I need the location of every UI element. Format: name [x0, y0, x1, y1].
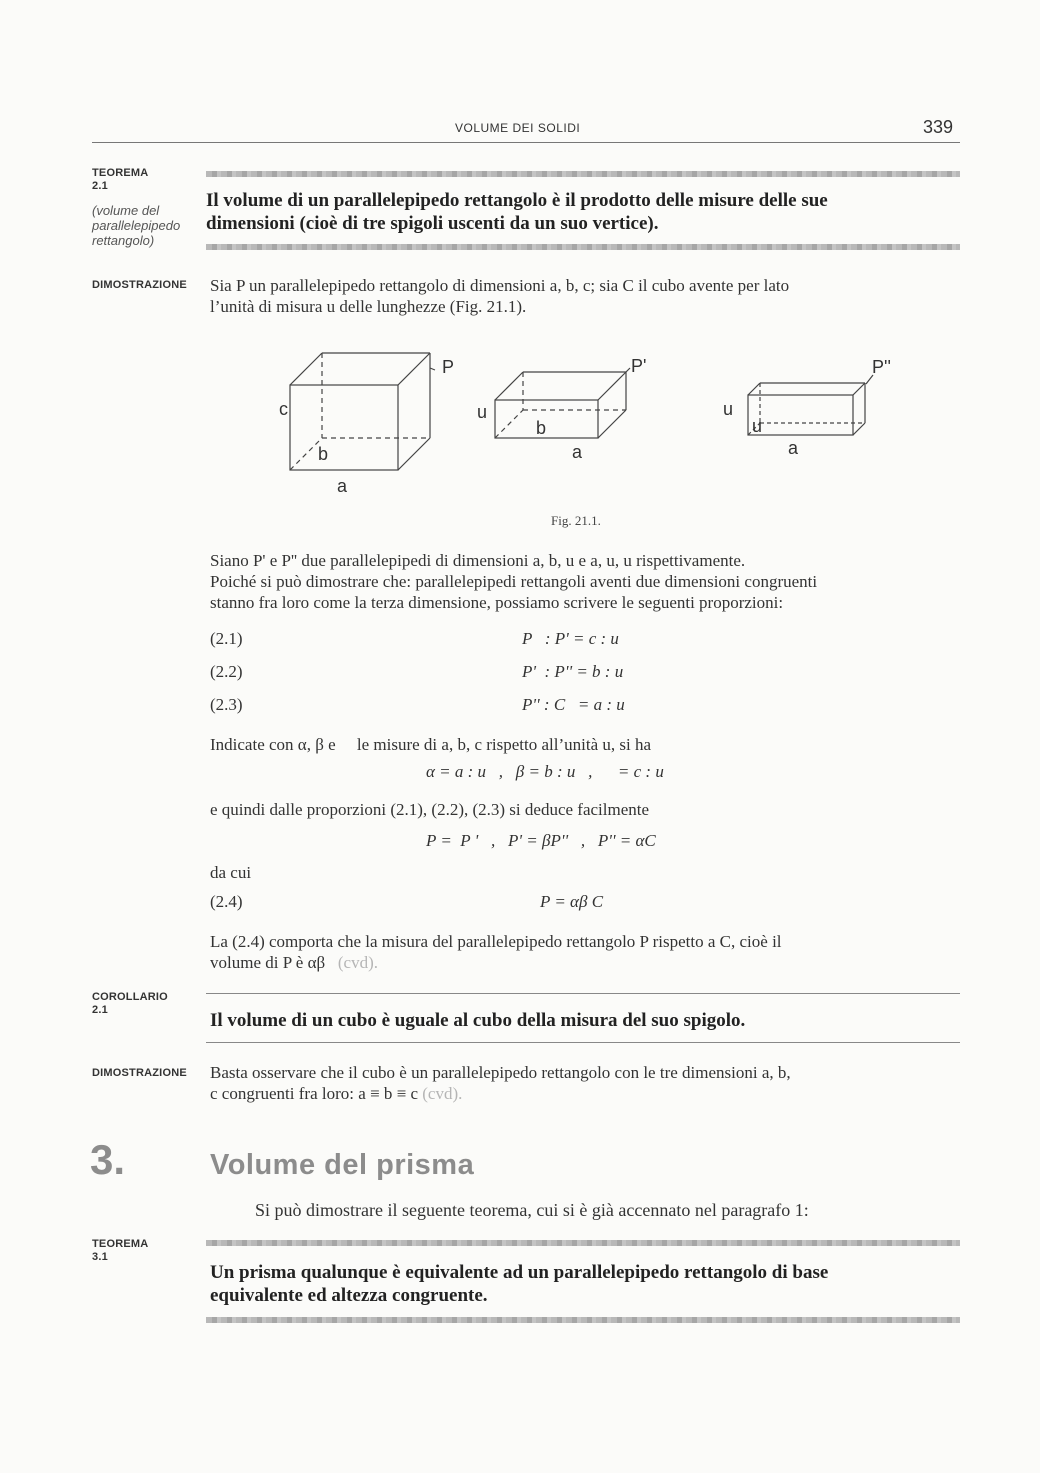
proof-label: DIMOSTRAZIONE [92, 279, 187, 291]
theorem-label: TEOREMA [92, 1238, 149, 1250]
label-P: P [442, 357, 455, 377]
header-rule [92, 142, 960, 143]
corollary-label: COROLLARIO [92, 991, 168, 1003]
theorem-bottom-rule [206, 244, 960, 250]
cvd-mark: (cvd). [422, 1084, 463, 1103]
eq-number: (2.1) [210, 629, 243, 648]
corollary-top-rule [206, 993, 960, 994]
corollary-proof-text: Basta osservare che il cubo è un parallelepipedo rettangolo con le tre dimensioni a, b, c congruenti fra loro: a ≡ b ≡ c (cvd). [210, 1063, 791, 1103]
label-u1: u [477, 402, 488, 422]
deduce-expression: P = P ' , P' = βP'' , P'' = αC [426, 831, 656, 850]
theorem-label: TEOREMA [92, 167, 149, 179]
figure-caption: Fig. 21.1. [551, 513, 601, 528]
eq-expression: P = αβ C [540, 892, 604, 911]
theorem-bottom-rule [206, 1317, 960, 1323]
theorem-top-rule [206, 171, 960, 177]
label-P1: P' [631, 356, 647, 376]
box-p2-front [748, 395, 853, 435]
section-number: 3. [90, 1136, 126, 1183]
proof-text: Sia P un parallelepipedo rettangolo di dimensioni a, b, c; sia C il cubo avente per lato l’unità di misura u delle lunghezze (Fig. 21.1). [210, 276, 790, 316]
proof-label: DIMOSTRAZIONE [92, 1067, 187, 1079]
label-a2: a [572, 442, 583, 462]
theorem-statement: Il volume di un parallelepipedo rettangolo è il prodotto delle misure delle sue dimensioni (cioè di tre spigoli uscenti da un suo vertice). [206, 190, 828, 234]
label-P2: P'' [872, 357, 891, 377]
da-cui: da cui [210, 863, 252, 882]
cvd-mark: (cvd). [337, 953, 379, 972]
theorem-statement: Un prisma qualunque è equivalente ad un parallelepipedo rettangolo di base equivalente ed altezza congruente. [210, 1262, 829, 1306]
corollary-statement: Il volume di un cubo è uguale al cubo della misura del suo spigolo. [210, 1010, 746, 1031]
label-u3: u [752, 416, 763, 436]
section-intro: Si può dimostrare il seguente teorema, cui si è già accennato nel paragrafo 1: [255, 1200, 809, 1220]
figure-parallelepipeds [270, 340, 910, 510]
theorem-top-rule [206, 1240, 960, 1246]
deduce-line: e quindi dalle proporzioni (2.1), (2.2), (2.3) si deduce facilmente [210, 800, 650, 819]
ratios-expression: α = a : u , β = b : u , = c : u [426, 762, 664, 781]
eq-number: (2.2) [210, 662, 243, 681]
indicate-line: Indicate con α, β e le misure di a, b, c rispetto all’unità u, si ha [210, 735, 652, 754]
paragraph-proportions: Siano P' e P'' due parallelepipedi di dimensioni a, b, u e a, u, u rispettivamente. Poiché si può dimostrare che: parallelepipedi rettangoli aventi due dimensioni congruenti stanno fra loro come la terza dimensione, possiamo scrivere le seguenti proporzioni: [210, 551, 818, 612]
label-a1: a [337, 476, 348, 496]
corollary-number: 2.1 [92, 1004, 108, 1016]
eq-number: (2.4) [210, 892, 243, 911]
box-p-front [290, 385, 398, 470]
section-title: Volume del prisma [210, 1149, 475, 1181]
theorem-number: 3.1 [92, 1251, 108, 1263]
eq-expression: P'' : C = a : u [522, 695, 625, 714]
theorem-number: 2.1 [92, 180, 108, 192]
label-b2: b [536, 418, 547, 438]
eq-number: (2.3) [210, 695, 243, 714]
corollary-bottom-rule [206, 1042, 960, 1043]
label-u2: u [723, 399, 734, 419]
conclusion-text: La (2.4) comporta che la misura del parallelepipedo rettangolo P rispetto a C, cioè il volume di P è αβ (cvd). [210, 932, 782, 972]
label-a3: a [788, 438, 799, 458]
eq-expression: P : P' = c : u [522, 629, 619, 648]
eq-expression: P' : P'' = b : u [522, 662, 624, 681]
page-number: 339 [923, 117, 954, 137]
label-c: c [279, 399, 288, 419]
running-header-title: VOLUME DEI SOLIDI [455, 121, 581, 135]
label-b1: b [318, 444, 329, 464]
box-p1-front [495, 400, 598, 438]
theorem-note: (volume del parallelepipedo rettangolo) [92, 203, 181, 248]
